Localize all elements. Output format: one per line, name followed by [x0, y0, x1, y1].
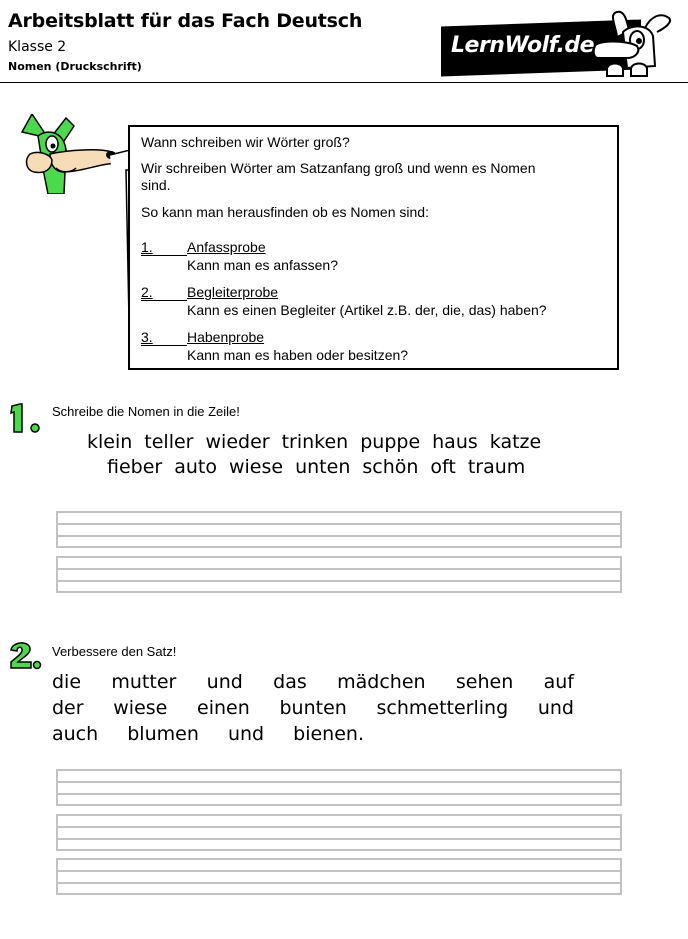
- word: auch: [52, 723, 99, 745]
- word: trinken: [281, 431, 349, 453]
- word: einen: [197, 697, 250, 719]
- word: traum: [467, 456, 526, 478]
- logo-text: LernWolf.de: [451, 33, 595, 58]
- writing-lines[interactable]: [56, 814, 622, 851]
- info-intro: So kann man herausfinden ob es Nomen sind:: [141, 204, 429, 220]
- rule-3-underline: [141, 345, 187, 346]
- word: schön: [362, 456, 419, 478]
- rule-2-name: Begleiterprobe: [187, 284, 279, 300]
- task-2-instruction: Verbessere den Satz!: [52, 644, 177, 659]
- wolf-mascot-icon: [8, 114, 120, 194]
- task-2-number-icon: [8, 640, 44, 672]
- rule-1-number: 1.: [141, 239, 153, 255]
- info-answer-line-1: Wir schreiben Wörter am Satzanfang groß und wenn es Nomen: [141, 160, 536, 176]
- info-box: [128, 125, 619, 370]
- rule-2-number: 2.: [141, 284, 153, 300]
- page-title: Arbeitsblatt für das Fach Deutsch: [8, 10, 363, 32]
- word: puppe: [360, 431, 421, 453]
- word: und: [227, 723, 265, 745]
- lernwolf-logo: [437, 6, 677, 78]
- wolf-logo-icon: [587, 6, 677, 78]
- info-answer-line-2: sind.: [141, 177, 171, 193]
- word: sehen: [455, 671, 514, 693]
- task-1-instruction: Schreibe die Nomen in die Zeile!: [52, 404, 240, 419]
- class-label: Klasse 2: [8, 39, 67, 55]
- word: auf: [543, 671, 574, 693]
- word: fieber: [107, 456, 163, 478]
- task-1-number-icon: [8, 402, 44, 434]
- writing-lines[interactable]: [56, 511, 622, 548]
- word: wieder: [205, 431, 270, 453]
- word: wiese: [228, 456, 284, 478]
- word: blumen: [127, 723, 199, 745]
- writing-lines[interactable]: [56, 769, 622, 806]
- task-1-word-row-2: [107, 456, 537, 478]
- word: das: [273, 671, 307, 693]
- word: klein: [87, 431, 133, 453]
- word: die: [52, 671, 82, 693]
- rule-1-desc: Kann man es anfassen?: [187, 257, 338, 273]
- task-1-word-row-1: [87, 431, 553, 453]
- word: schmetterling: [376, 697, 509, 719]
- word: mädchen: [337, 671, 426, 693]
- task-2-sentence-row-3: [52, 723, 364, 745]
- topic-label: Nomen (Druckschrift): [8, 60, 142, 73]
- word: katze: [489, 431, 542, 453]
- task-2-sentence-row-2: [52, 697, 574, 719]
- word: oft: [430, 456, 456, 478]
- word: bienen.: [293, 723, 364, 745]
- writing-lines[interactable]: [56, 556, 622, 593]
- word: bunten: [279, 697, 347, 719]
- rule-1-underline: [141, 255, 187, 256]
- header-divider: [0, 82, 688, 83]
- rule-3-desc: Kann man es haben oder besitzen?: [187, 347, 409, 363]
- word: und: [537, 697, 574, 719]
- rule-1-name: Anfassprobe: [187, 239, 266, 255]
- rule-2-underline: [141, 300, 187, 301]
- rule-3-number: 3.: [141, 329, 153, 345]
- word: teller: [144, 431, 194, 453]
- writing-lines[interactable]: [56, 858, 622, 895]
- rule-3-name: Habenprobe: [187, 329, 265, 345]
- word: und: [206, 671, 243, 693]
- word: der: [52, 697, 84, 719]
- word: unten: [295, 456, 351, 478]
- word: mutter: [111, 671, 177, 693]
- word: auto: [174, 456, 217, 478]
- word: wiese: [113, 697, 168, 719]
- task-2-sentence-row-1: [52, 671, 574, 693]
- info-question: Wann schreiben wir Wörter groß?: [141, 134, 350, 150]
- rule-2-desc: Kann es einen Begleiter (Artikel z.B. der, die, das) haben?: [187, 302, 547, 318]
- word: haus: [432, 431, 478, 453]
